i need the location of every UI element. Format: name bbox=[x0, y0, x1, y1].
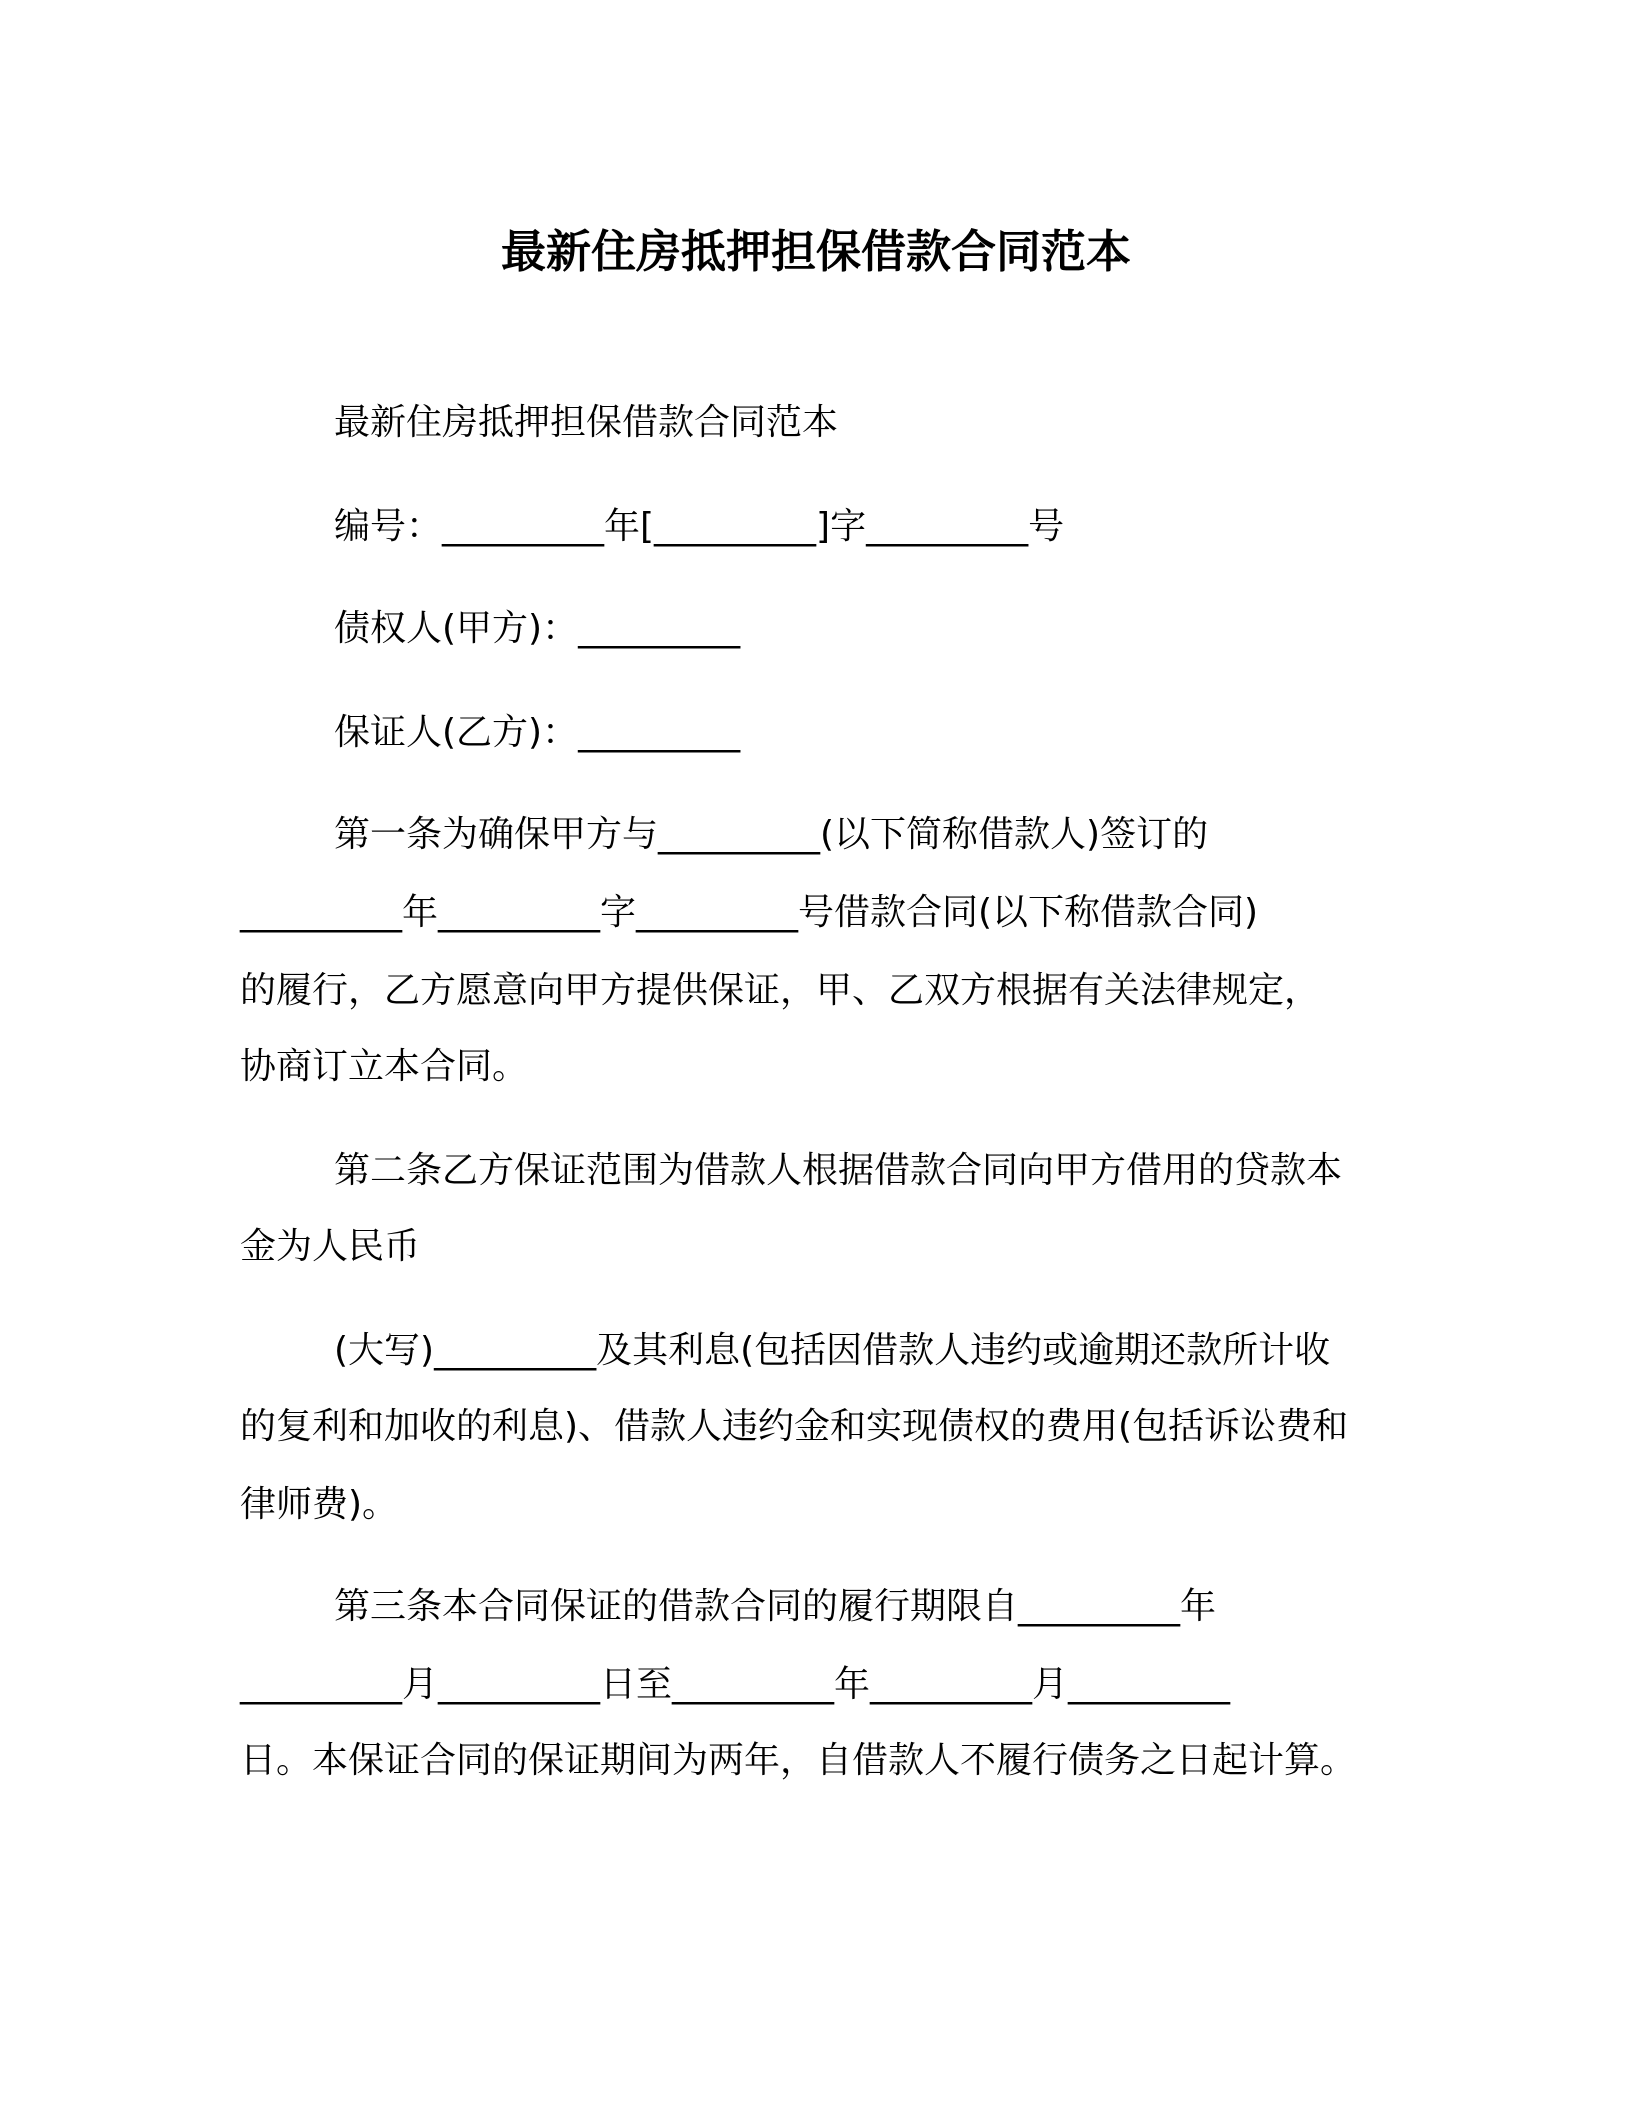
article-2-line-3: (大写)_________及其利息(包括因借款人违约或逾期还款所计收 bbox=[334, 1330, 1331, 1371]
guarantor-line: 保证人(乙方)：_________ bbox=[334, 712, 741, 753]
contract-number-line: 编号：_________年[_________]字_________号 bbox=[334, 506, 1065, 547]
subtitle-line: 最新住房抵押担保借款合同范本 bbox=[334, 402, 839, 443]
article-1-line-1: 第一条为确保甲方与_________(以下简称借款人)签订的 bbox=[334, 814, 1209, 855]
article-2-line-2: 金为人民币 bbox=[240, 1226, 421, 1267]
article-1-line-2: _________年_________字_________号借款合同(以下称借款合同) bbox=[240, 892, 1259, 933]
document-title: 最新住房抵押担保借款合同范本 bbox=[500, 225, 1131, 278]
article-2-line-5: 律师费)。 bbox=[240, 1484, 399, 1525]
article-2-line-1: 第二条乙方保证范围为借款人根据借款合同向甲方借用的贷款本 bbox=[334, 1150, 1343, 1191]
article-1-line-4: 协商订立本合同。 bbox=[240, 1046, 529, 1087]
article-3-line-3: 日。本保证合同的保证期间为两年，自借款人不履行债务之日起计算。 bbox=[240, 1740, 1357, 1781]
article-1-line-3: 的履行，乙方愿意向甲方提供保证，甲、乙双方根据有关法律规定， bbox=[240, 970, 1321, 1011]
article-2-line-4: 的复利和加收的利息)、借款人违约金和实现债权的费用(包括诉讼费和 bbox=[240, 1406, 1349, 1447]
creditor-line: 债权人(甲方)：_________ bbox=[334, 608, 741, 649]
article-3-line-2: _________月_________日至_________年_________月_________ bbox=[240, 1664, 1230, 1705]
article-3-line-1: 第三条本合同保证的借款合同的履行期限自_________年 bbox=[334, 1586, 1217, 1627]
